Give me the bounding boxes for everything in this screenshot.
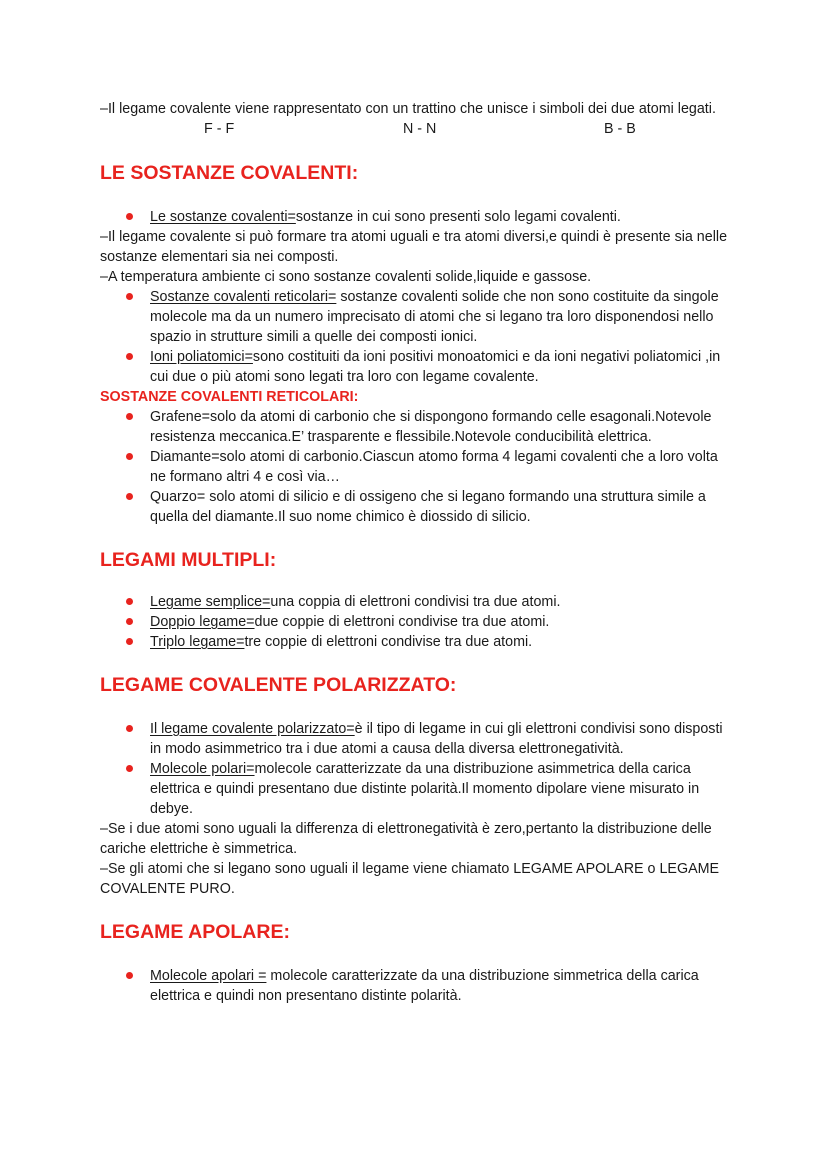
list-sostanze — [100, 207, 730, 227]
list-item — [100, 347, 730, 387]
paragraph: –Il legame covalente si può formare tra atomi uguali e tra atomi diversi,e quindi è presente sia nelle sostanze elementari sia nei composti. — [100, 229, 728, 265]
paragraph: –Se gli atomi che si legano sono uguali il legame viene chiamato LEGAME APOLARE o LEGAME COVALENTE PURO. — [100, 861, 720, 897]
item-text: Grafene=solo da atomi di carbonio che si dispongono formando celle esagonali.Notevole resistenza meccanica.E’ trasparente e flessibile.Notevole conducibilità elettrica. — [150, 409, 712, 445]
definition: due coppie di elettroni condivise tra due atomi. — [254, 614, 550, 630]
bullet-icon — [126, 453, 133, 460]
list-polarizzato — [100, 719, 730, 819]
list-item — [100, 719, 730, 759]
intro-paragraph: –Il legame covalente viene rappresentato con un trattino che unisce i simboli dei due atomi legati. — [100, 101, 716, 117]
bullet-icon — [126, 725, 133, 732]
document-page — [100, 99, 730, 1006]
bullet-icon — [126, 353, 133, 360]
bullet-icon — [126, 638, 133, 645]
list-reticolari — [100, 407, 730, 527]
definition: sostanze covalenti solide che non sono costituite da singole molecole ma da un numero imprecisato di atomi che si legano tra loro disponendosi nello spazio in strutture simili a quelle dei composti ionici. — [150, 289, 719, 345]
list-item — [100, 759, 730, 819]
definition: sono costituiti da ioni positivi monoatomici e da ioni negativi poliatomici ,in cui due o più atomi sono legati tra loro con legame covalente. — [150, 349, 721, 385]
paragraph: –Se i due atomi sono uguali la differenza di elettronegatività è zero,pertanto la distribuzione delle cariche elettriche è simmetrica. — [100, 821, 712, 857]
formula-ff: F - F — [204, 121, 235, 137]
list-item — [100, 966, 730, 1006]
heading-apolare: LEGAME APOLARE: — [100, 921, 290, 943]
formula-row — [100, 119, 730, 139]
paragraph: –A temperatura ambiente ci sono sostanze covalenti solide,liquide e gassose. — [100, 269, 592, 285]
term: Doppio legame= — [150, 614, 255, 630]
term: Legame semplice= — [150, 594, 271, 610]
list-item — [100, 592, 730, 612]
list-item — [100, 487, 730, 527]
definition: molecole caratterizzate da una distribuzione asimmetrica della carica elettrica e quindi presentano due distinte polarità.Il momento dipolare viene misurato in debye. — [150, 761, 700, 817]
list-multipli — [100, 592, 730, 652]
bullet-icon — [126, 413, 133, 420]
term: Triplo legame= — [150, 634, 245, 650]
definition: molecole caratterizzate da una distribuzione simmetrica della carica elettrica e quindi non presentano distinte polarità. — [150, 968, 699, 1004]
list-sostanze-2 — [100, 287, 730, 387]
heading-sostanze-covalenti: LE SOSTANZE COVALENTI: — [100, 162, 359, 184]
bullet-icon — [126, 493, 133, 500]
bullet-icon — [126, 618, 133, 625]
list-item — [100, 632, 730, 652]
list-apolare — [100, 966, 730, 1006]
definition: sostanze in cui sono presenti solo legami covalenti. — [295, 209, 621, 225]
bullet-icon — [126, 765, 133, 772]
bullet-icon — [126, 213, 133, 220]
heading-reticolari: SOSTANZE COVALENTI RETICOLARI: — [100, 389, 359, 405]
term: Molecole polari= — [150, 761, 255, 777]
list-item — [100, 407, 730, 447]
term: Ioni poliatomici= — [150, 349, 253, 365]
bullet-icon — [126, 598, 133, 605]
term: Le sostanze covalenti= — [150, 209, 296, 225]
term: Il legame covalente polarizzato= — [150, 721, 355, 737]
list-item — [100, 287, 730, 347]
definition: è il tipo di legame in cui gli elettroni condivisi sono disposti in modo asimmetrico tra i due atomi a causa della diversa elettronegatività. — [150, 721, 723, 757]
formula-bb: B - B — [604, 121, 636, 137]
heading-legami-multipli: LEGAMI MULTIPLI: — [100, 549, 277, 571]
list-item — [100, 612, 730, 632]
list-item — [100, 447, 730, 487]
formula-nn: N - N — [403, 121, 437, 137]
item-text: Quarzo= solo atomi di silicio e di ossigeno che si legano formando una struttura simile a quella del diamante.Il suo nome chimico è diossido di silicio. — [150, 489, 706, 525]
bullet-icon — [126, 972, 133, 979]
term: Sostanze covalenti reticolari= — [150, 289, 337, 305]
heading-polarizzato: LEGAME COVALENTE POLARIZZATO: — [100, 674, 457, 696]
bullet-icon — [126, 293, 133, 300]
term: Molecole apolari = — [150, 968, 267, 984]
item-text: Diamante=solo atomi di carbonio.Ciascun atomo forma 4 legami covalenti che a loro volta ne formano altri 4 e così via… — [150, 449, 718, 485]
list-item — [100, 207, 730, 227]
definition: una coppia di elettroni condivisi tra due atomi. — [270, 594, 561, 610]
definition: tre coppie di elettroni condivise tra due atomi. — [244, 634, 533, 650]
